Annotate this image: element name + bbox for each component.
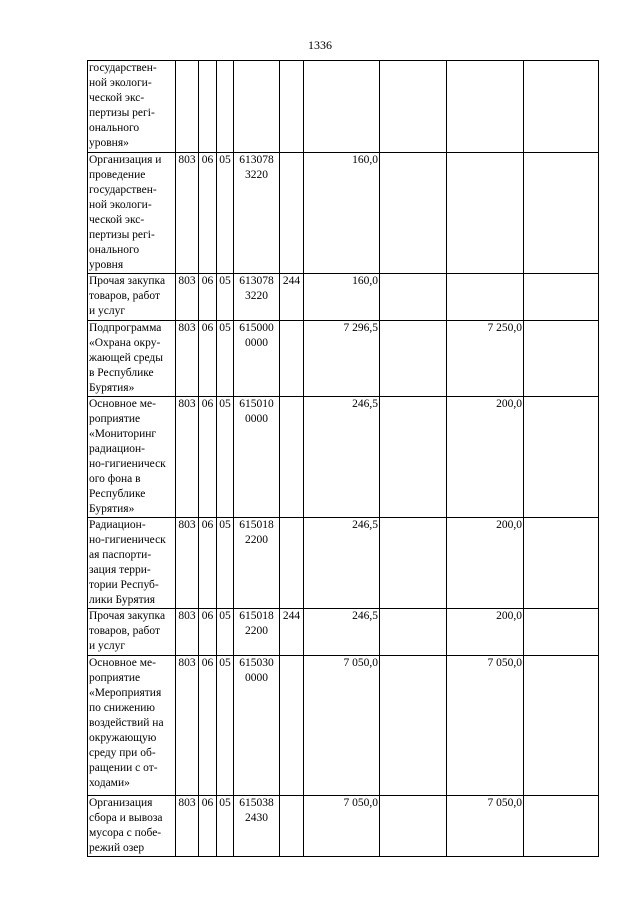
cell-name-line: зация терри-	[89, 564, 151, 576]
cell-name-line: роприятие	[89, 672, 141, 684]
cell-name-line: товаров, работ	[89, 625, 161, 637]
cell-name-line: Бурятия»	[89, 503, 135, 515]
cell-sum-4	[524, 796, 599, 857]
cell-subsection-code: 05	[217, 274, 234, 321]
cell-sum-4	[524, 397, 599, 518]
cell-target-line: 0000	[245, 413, 268, 425]
cell-target-line: 615038	[239, 797, 274, 809]
cell-name-line: тории Респуб-	[89, 579, 159, 591]
cell-name-line: ая паспорти-	[89, 549, 152, 561]
cell-expense-type	[280, 153, 304, 274]
table-row	[88, 321, 599, 397]
cell-target-article	[234, 397, 280, 518]
cell-sum-3: 7 250,0	[447, 321, 524, 397]
cell-sum-3	[447, 153, 524, 274]
cell-ministry-code: 803	[176, 321, 199, 397]
cell-target-line: 615018	[239, 519, 274, 531]
cell-name	[88, 656, 176, 796]
cell-name	[88, 796, 176, 857]
cell-ministry-code: 803	[176, 609, 199, 656]
cell-sum-2	[380, 61, 447, 153]
cell-sum-1	[304, 61, 380, 153]
cell-name-line: Бурятия»	[89, 382, 135, 394]
cell-name-line: и услуг	[89, 640, 126, 652]
cell-sum-3: 200,0	[447, 609, 524, 656]
cell-subsection-code: 05	[217, 609, 234, 656]
cell-sum-4	[524, 321, 599, 397]
cell-name	[88, 153, 176, 274]
cell-name-line: окружающую	[89, 732, 157, 744]
cell-name-line: товаров, работ	[89, 290, 161, 302]
cell-name-line: ной экологи-	[89, 77, 152, 89]
cell-sum-3	[447, 274, 524, 321]
page-number: 1336	[308, 38, 332, 52]
cell-target-line: 615010	[239, 398, 274, 410]
cell-target-line: 2430	[245, 812, 268, 824]
cell-name-line: Основное ме-	[89, 657, 156, 669]
cell-name-line: воздействий на	[89, 717, 164, 729]
cell-sum-1: 160,0	[304, 153, 380, 274]
cell-name-line: но-гигиеническ	[89, 458, 166, 470]
cell-name-line: уровня	[89, 259, 124, 271]
cell-name-line: онального	[89, 122, 140, 134]
cell-name-line: пертизы регі-	[89, 107, 155, 119]
cell-name-line: мусора с побе-	[89, 827, 162, 839]
cell-sum-4	[524, 61, 599, 153]
cell-name-line: «Мониторинг	[89, 428, 157, 440]
cell-sum-1: 246,5	[304, 518, 380, 609]
cell-expense-type	[280, 61, 304, 153]
cell-name-line: Подпрограмма	[89, 322, 162, 334]
cell-sum-1: 246,5	[304, 397, 380, 518]
cell-sum-4	[524, 518, 599, 609]
cell-name-line: жающей среды	[89, 352, 164, 364]
cell-sum-1: 160,0	[304, 274, 380, 321]
cell-sum-2	[380, 796, 447, 857]
cell-target-line: 613078	[239, 275, 274, 287]
cell-target-line: 3220	[245, 290, 268, 302]
cell-sum-3: 7 050,0	[447, 796, 524, 857]
cell-sum-1: 7 050,0	[304, 656, 380, 796]
cell-name-line: ого фона в	[89, 473, 141, 485]
cell-name-line: проведение	[89, 169, 146, 181]
budget-table	[87, 60, 599, 857]
cell-section-code	[199, 61, 217, 153]
cell-sum-4	[524, 609, 599, 656]
table-row	[88, 518, 599, 609]
cell-sum-2	[380, 274, 447, 321]
cell-sum-1: 7 050,0	[304, 796, 380, 857]
cell-target-article	[234, 61, 280, 153]
cell-name-line: Радиацион-	[89, 519, 146, 531]
cell-expense-type: 244	[280, 274, 304, 321]
cell-ministry-code: 803	[176, 518, 199, 609]
cell-name-line: радиацион-	[89, 443, 146, 455]
cell-name-line: пертизы регі-	[89, 229, 155, 241]
cell-expense-type	[280, 321, 304, 397]
cell-ministry-code: 803	[176, 656, 199, 796]
cell-subsection-code: 05	[217, 656, 234, 796]
cell-name-line: ходами»	[89, 777, 130, 789]
cell-name	[88, 274, 176, 321]
cell-target-line: 615030	[239, 657, 274, 669]
cell-section-code: 06	[199, 397, 217, 518]
cell-sum-2	[380, 609, 447, 656]
cell-subsection-code: 05	[217, 321, 234, 397]
cell-target-article	[234, 518, 280, 609]
cell-name-line: ческой экс-	[89, 214, 145, 226]
cell-target-line: 3220	[245, 169, 268, 181]
cell-target-article	[234, 321, 280, 397]
cell-sum-3: 7 050,0	[447, 656, 524, 796]
cell-name-line: Прочая закупка	[89, 275, 166, 287]
cell-name-line: ческой экс-	[89, 92, 145, 104]
cell-name-line: онального	[89, 244, 140, 256]
cell-sum-2	[380, 153, 447, 274]
cell-subsection-code: 05	[217, 796, 234, 857]
cell-sum-3: 200,0	[447, 397, 524, 518]
cell-name-line: по снижению	[89, 702, 155, 714]
table-body	[88, 61, 599, 857]
cell-expense-type	[280, 656, 304, 796]
cell-target-line: 0000	[245, 672, 268, 684]
cell-name	[88, 397, 176, 518]
table-row	[88, 153, 599, 274]
cell-name-line: лики Бурятия	[89, 594, 156, 606]
cell-name-line: и услуг	[89, 305, 126, 317]
cell-target-line: 2200	[245, 534, 268, 546]
cell-target-article	[234, 153, 280, 274]
cell-name-line: режий озер	[89, 842, 145, 854]
table-row	[88, 796, 599, 857]
cell-ministry-code	[176, 61, 199, 153]
cell-name-line: Организация и	[89, 154, 162, 166]
cell-section-code: 06	[199, 796, 217, 857]
cell-target-line: 0000	[245, 337, 268, 349]
table-row	[88, 656, 599, 796]
table-row	[88, 609, 599, 656]
table-row	[88, 61, 599, 153]
cell-sum-1: 7 296,5	[304, 321, 380, 397]
cell-section-code: 06	[199, 153, 217, 274]
cell-target-line: 615018	[239, 610, 274, 622]
cell-sum-1: 246,5	[304, 609, 380, 656]
cell-name-line: «Мероприятия	[89, 687, 162, 699]
cell-ministry-code: 803	[176, 397, 199, 518]
cell-name-line: сбора и вывоза	[89, 812, 163, 824]
cell-section-code: 06	[199, 609, 217, 656]
cell-name	[88, 609, 176, 656]
cell-sum-4	[524, 274, 599, 321]
cell-expense-type: 244	[280, 609, 304, 656]
cell-target-article	[234, 274, 280, 321]
cell-ministry-code: 803	[176, 153, 199, 274]
cell-sum-2	[380, 397, 447, 518]
cell-section-code: 06	[199, 656, 217, 796]
cell-name	[88, 518, 176, 609]
cell-section-code: 06	[199, 274, 217, 321]
cell-name	[88, 61, 176, 153]
cell-name-line: государствен-	[89, 184, 157, 196]
table-row	[88, 397, 599, 518]
cell-sum-2	[380, 518, 447, 609]
cell-ministry-code: 803	[176, 796, 199, 857]
cell-expense-type	[280, 518, 304, 609]
cell-name-line: ращении с от-	[89, 762, 158, 774]
cell-name-line: среду при об-	[89, 747, 156, 759]
cell-name-line: Основное ме-	[89, 398, 156, 410]
cell-subsection-code	[217, 61, 234, 153]
cell-sum-4	[524, 153, 599, 274]
cell-subsection-code: 05	[217, 153, 234, 274]
cell-name-line: роприятие	[89, 413, 141, 425]
cell-name	[88, 321, 176, 397]
cell-name-line: но-гигиеническ	[89, 534, 166, 546]
cell-name-line: Прочая закупка	[89, 610, 166, 622]
cell-target-line: 615000	[239, 322, 274, 334]
cell-name-line: ной экологи-	[89, 199, 152, 211]
cell-target-article	[234, 656, 280, 796]
cell-name-line: «Охрана окру-	[89, 337, 161, 349]
cell-expense-type	[280, 796, 304, 857]
cell-ministry-code: 803	[176, 274, 199, 321]
table-row	[88, 274, 599, 321]
cell-sum-2	[380, 321, 447, 397]
cell-expense-type	[280, 397, 304, 518]
cell-target-article	[234, 609, 280, 656]
cell-name-line: государствен-	[89, 62, 157, 74]
cell-name-line: уровня»	[89, 137, 129, 149]
cell-name-line: Организация	[89, 797, 153, 809]
cell-name-line: в Республике	[89, 367, 154, 379]
cell-sum-4	[524, 656, 599, 796]
cell-name-line: Республике	[89, 488, 146, 500]
cell-subsection-code: 05	[217, 397, 234, 518]
cell-target-line: 2200	[245, 625, 268, 637]
cell-subsection-code: 05	[217, 518, 234, 609]
cell-target-line: 613078	[239, 154, 274, 166]
cell-section-code: 06	[199, 321, 217, 397]
cell-section-code: 06	[199, 518, 217, 609]
cell-sum-2	[380, 656, 447, 796]
cell-sum-3	[447, 61, 524, 153]
cell-target-article	[234, 796, 280, 857]
cell-sum-3: 200,0	[447, 518, 524, 609]
